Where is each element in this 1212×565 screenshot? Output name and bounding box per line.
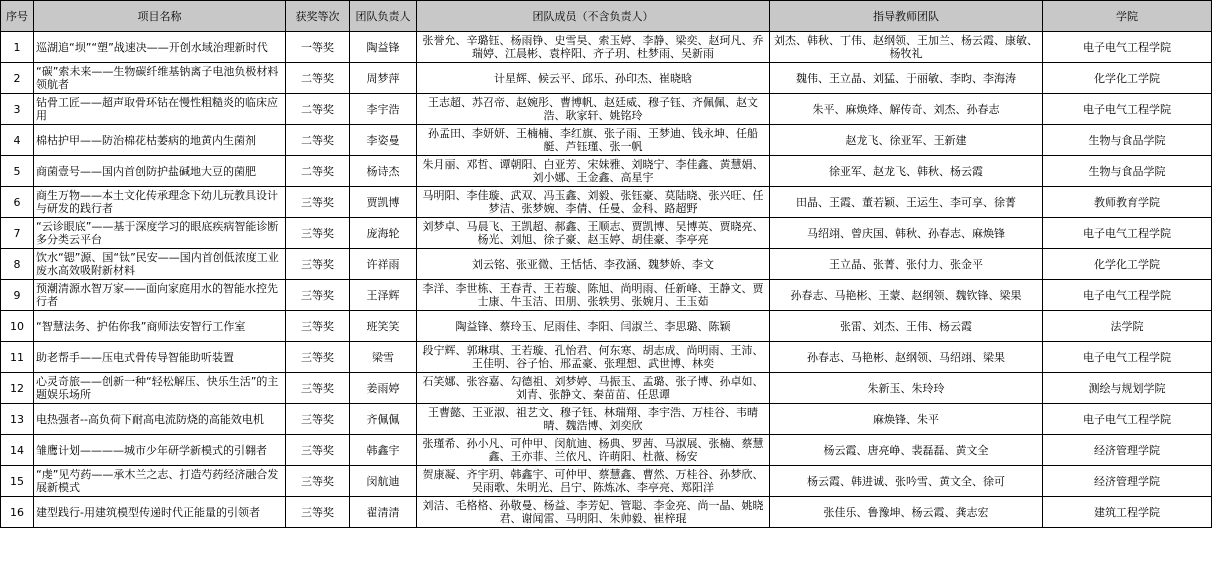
cell-teachers: 孙春志、马艳彬、赵纲领、马绍翊、梁果 (770, 342, 1043, 373)
cell-project-name: 钻骨工匠——超声取骨环钻在慢性粗糙炎的临床应用 (34, 94, 286, 125)
table-row (1, 404, 1212, 435)
cell-members: 贺康凝、齐宇玥、韩鑫宇、可仲甲、蔡慧鑫、曹然、万桂谷、孙梦欣、吴雨歌、朱明光、吕宁、陈炼冰、李亭亮、郑阳洋 (417, 466, 770, 497)
cell-college: 建筑工程学院 (1043, 497, 1212, 528)
cell-award: 三等奖 (286, 187, 350, 218)
cell-award: 三等奖 (286, 249, 350, 280)
cell-college: 电子电气工程学院 (1043, 218, 1212, 249)
cell-college: 经济管理学院 (1043, 435, 1212, 466)
cell-leader: 班笑笑 (350, 311, 417, 342)
cell-no: 16 (1, 497, 34, 528)
table-row (1, 280, 1212, 311)
cell-teachers: 孙春志、马艳彬、王蒙、赵纲领、魏钦锋、梁果 (770, 280, 1043, 311)
cell-leader: 周梦萍 (350, 63, 417, 94)
table-row (1, 311, 1212, 342)
cell-project-name: “云诊眼底”——基于深度学习的眼底疾病智能诊断多分类云平台 (34, 218, 286, 249)
cell-project-name: 商菌壹号——国内首创防护盐碱地大豆的菌肥 (34, 156, 286, 187)
cell-no: 5 (1, 156, 34, 187)
cell-members: 石笑娜、张容嘉、勾德祖、刘梦婷、马振玉、孟璐、张子博、孙卓如、刘青、张静文、秦苗苗、任思谭 (417, 373, 770, 404)
cell-project-name: 心灵奇旅——创新一种“轻松解压、快乐生活”的主题娱乐场所 (34, 373, 286, 404)
header-teachers: 指导教师团队 (770, 1, 1043, 32)
cell-teachers: 张佳乐、鲁豫坤、杨云霞、龚志宏 (770, 497, 1043, 528)
cell-members: 马明阳、李佳璇、武双、冯玉鑫、刘毅、张钰豪、莫陆晓、张兴旺、任梦洁、张梦婉、李倩、任曼、金科、路超野 (417, 187, 770, 218)
cell-leader: 陶益锋 (350, 32, 417, 63)
cell-members: 朱月丽、邓哲、谭朝阳、白亚芳、宋妹雅、刘晓宁、李佳鑫、黄慧娟、刘小娜、王金鑫、高星宇 (417, 156, 770, 187)
table-row (1, 32, 1212, 63)
cell-teachers: 田晶、王霞、董若颖、王运生、李可享、徐菁 (770, 187, 1043, 218)
cell-college: 生物与食品学院 (1043, 125, 1212, 156)
cell-no: 1 (1, 32, 34, 63)
header-college: 学院 (1043, 1, 1212, 32)
cell-award: 三等奖 (286, 373, 350, 404)
cell-leader: 杨诗杰 (350, 156, 417, 187)
cell-project-name: 电热强者--高负荷下耐高电流防烧的高能效电机 (34, 404, 286, 435)
cell-no: 14 (1, 435, 34, 466)
cell-members: 张誉允、辛璐钰、杨雨铮、史雪昊、索玉婷、李静、梁奕、赵珂凡、乔瑞婷、江晨彬、袁梓阳、齐子玥、杜梦雨、吴新雨 (417, 32, 770, 63)
cell-college: 经济管理学院 (1043, 466, 1212, 497)
cell-no: 4 (1, 125, 34, 156)
cell-project-name: 棉枯护甲——防治棉花枯萎病的地黄内生菌剂 (34, 125, 286, 156)
cell-members: 李洋、李世栋、王春青、王若璇、陈旭、尚明雨、任新峰、王静文、贾士康、牛玉洁、田朋、张轶男、张婉月、王玉茹 (417, 280, 770, 311)
cell-members: 陶益锋、蔡玲玉、尼雨佳、李阳、闫淑兰、李思璐、陈颖 (417, 311, 770, 342)
cell-teachers: 徐亚军、赵龙飞、韩秋、杨云霞 (770, 156, 1043, 187)
cell-members: 王曹懿、王亚淑、祖艺文、穆子钰、林瑞翔、李宇浩、万桂谷、韦晴晴、魏浩博、刘奕欣 (417, 404, 770, 435)
cell-members: 计星辉、候云平、邱乐、孙印杰、崔晓晗 (417, 63, 770, 94)
cell-college: 电子电气工程学院 (1043, 94, 1212, 125)
cell-members: 刘洁、毛格格、孙敬曼、杨益、李芳妃、管聪、李金亮、尚一晶、姚晓君、谢闻雷、马明阳、朱帅毅、崔梓琨 (417, 497, 770, 528)
cell-leader: 韩鑫宇 (350, 435, 417, 466)
cell-award: 二等奖 (286, 94, 350, 125)
cell-award: 二等奖 (286, 125, 350, 156)
cell-no: 9 (1, 280, 34, 311)
cell-teachers: 刘杰、韩秋、丁伟、赵纲领、王加兰、杨云霞、康敏、杨牧礼 (770, 32, 1043, 63)
cell-award: 三等奖 (286, 218, 350, 249)
cell-college: 电子电气工程学院 (1043, 32, 1212, 63)
cell-members: 孙孟田、李妍妍、王楠楠、李红旗、张子雨、王梦迪、钱永坤、任船艇、芦钰瑾、张一帆 (417, 125, 770, 156)
cell-teachers: 魏伟、王立晶、刘猛、于丽敏、李昀、李海涛 (770, 63, 1043, 94)
cell-leader: 齐佩佩 (350, 404, 417, 435)
cell-award: 三等奖 (286, 342, 350, 373)
header-members: 团队成员（不含负责人） (417, 1, 770, 32)
cell-project-name: “智慧法务、护佑你我”商师法安智行工作室 (34, 311, 286, 342)
cell-teachers: 马绍翊、曾庆国、韩秋、孙春志、麻焕锋 (770, 218, 1043, 249)
cell-teachers: 赵龙飞、徐亚军、王新建 (770, 125, 1043, 156)
cell-leader: 李姿曼 (350, 125, 417, 156)
table-row (1, 249, 1212, 280)
cell-no: 6 (1, 187, 34, 218)
cell-members: 段宁辉、郭琳琪、王若璇、孔怡君、何东寒、胡志成、尚明雨、王沛、王佳明、谷子怡、邢孟豪、张理想、武世博、林奕 (417, 342, 770, 373)
cell-college: 化学化工学院 (1043, 63, 1212, 94)
cell-project-name: 商生万物——本土文化传承理念下幼儿玩教具设计与研发的践行者 (34, 187, 286, 218)
cell-award: 二等奖 (286, 63, 350, 94)
cell-college: 测绘与规划学院 (1043, 373, 1212, 404)
cell-award: 三等奖 (286, 435, 350, 466)
cell-project-name: 预潮清源水智万家——面向家庭用水的智能水控先行者 (34, 280, 286, 311)
cell-leader: 李宇浩 (350, 94, 417, 125)
header-award: 获奖等次 (286, 1, 350, 32)
cell-leader: 许祥雨 (350, 249, 417, 280)
table-row (1, 187, 1212, 218)
cell-members: 刘梦卓、马晨飞、王凯超、郝鑫、王顺志、贾凯博、吴博英、贾晓亮、杨光、刘旭、徐子豪、赵玉婷、胡佳豪、李亭亮 (417, 218, 770, 249)
cell-leader: 翟清清 (350, 497, 417, 528)
table-row (1, 218, 1212, 249)
cell-no: 2 (1, 63, 34, 94)
cell-members: 刘云铭、张亚微、王恬恬、李孜涵、魏梦娇、李文 (417, 249, 770, 280)
table-row (1, 466, 1212, 497)
cell-teachers: 朱平、麻焕烽、解传奇、刘杰、孙春志 (770, 94, 1043, 125)
cell-college: 电子电气工程学院 (1043, 342, 1212, 373)
cell-no: 11 (1, 342, 34, 373)
cell-award: 三等奖 (286, 497, 350, 528)
cell-no: 10 (1, 311, 34, 342)
header-leader: 团队负责人 (350, 1, 417, 32)
header-row (1, 1, 1212, 32)
table-row (1, 94, 1212, 125)
cell-project-name: “虔”见芍药——承木兰之志、打造芍药经济融合发展新模式 (34, 466, 286, 497)
cell-award: 三等奖 (286, 280, 350, 311)
cell-college: 法学院 (1043, 311, 1212, 342)
cell-leader: 王泽辉 (350, 280, 417, 311)
cell-no: 7 (1, 218, 34, 249)
cell-project-name: 巡湖追“坝”“塑”战速决——开创水域治理新时代 (34, 32, 286, 63)
table-row (1, 63, 1212, 94)
cell-teachers: 朱新玉、朱玲玲 (770, 373, 1043, 404)
cell-teachers: 王立晶、张菁、张付力、张金平 (770, 249, 1043, 280)
cell-project-name: 饮水“锶”源、国“钛”民安——国内首创低浓度工业废水高效吸附新材料 (34, 249, 286, 280)
cell-project-name: 雏鹰计划————城市少年研学新模式的引翱者 (34, 435, 286, 466)
cell-college: 化学化工学院 (1043, 249, 1212, 280)
cell-award: 三等奖 (286, 311, 350, 342)
cell-leader: 姜雨婷 (350, 373, 417, 404)
cell-teachers: 麻焕锋、朱平 (770, 404, 1043, 435)
table-row (1, 125, 1212, 156)
cell-college: 电子电气工程学院 (1043, 404, 1212, 435)
cell-project-name: “碳”索未来——生物碳纤维基钠离子电池负极材料领航者 (34, 63, 286, 94)
cell-award: 二等奖 (286, 156, 350, 187)
cell-no: 15 (1, 466, 34, 497)
table-row (1, 435, 1212, 466)
table-row (1, 342, 1212, 373)
cell-teachers: 杨云霞、唐亮峥、裴磊磊、黄文全 (770, 435, 1043, 466)
cell-award: 三等奖 (286, 466, 350, 497)
header-project-name: 项目名称 (34, 1, 286, 32)
cell-no: 13 (1, 404, 34, 435)
cell-project-name: 建型践行-用建筑模型传递时代正能量的引领者 (34, 497, 286, 528)
cell-project-name: 助老帮手——压电式骨传导智能助听装置 (34, 342, 286, 373)
header-no: 序号 (1, 1, 34, 32)
cell-award: 三等奖 (286, 404, 350, 435)
cell-no: 3 (1, 94, 34, 125)
cell-leader: 庞海轮 (350, 218, 417, 249)
table-row (1, 497, 1212, 528)
cell-no: 12 (1, 373, 34, 404)
cell-members: 王志超、苏召帝、赵婉彤、曹博帆、赵廷威、穆子钰、齐佩佩、赵文浩、耿家轩、姚铭玲 (417, 94, 770, 125)
cell-teachers: 张雷、刘杰、王伟、杨云霞 (770, 311, 1043, 342)
cell-leader: 闵航迪 (350, 466, 417, 497)
cell-college: 生物与食品学院 (1043, 156, 1212, 187)
table-row (1, 156, 1212, 187)
cell-members: 张瑾希、孙小凡、可仲甲、闵航迪、杨典、罗茜、马淑展、张楠、蔡慧鑫、王亦菲、兰依凡、许萌阳、杜薇、杨安 (417, 435, 770, 466)
cell-leader: 梁雪 (350, 342, 417, 373)
cell-college: 电子电气工程学院 (1043, 280, 1212, 311)
cell-award: 一等奖 (286, 32, 350, 63)
table-row (1, 373, 1212, 404)
cell-leader: 贾凯博 (350, 187, 417, 218)
cell-no: 8 (1, 249, 34, 280)
cell-teachers: 杨云霞、韩进诚、张吟雪、黄文全、徐可 (770, 466, 1043, 497)
cell-college: 教师教育学院 (1043, 187, 1212, 218)
